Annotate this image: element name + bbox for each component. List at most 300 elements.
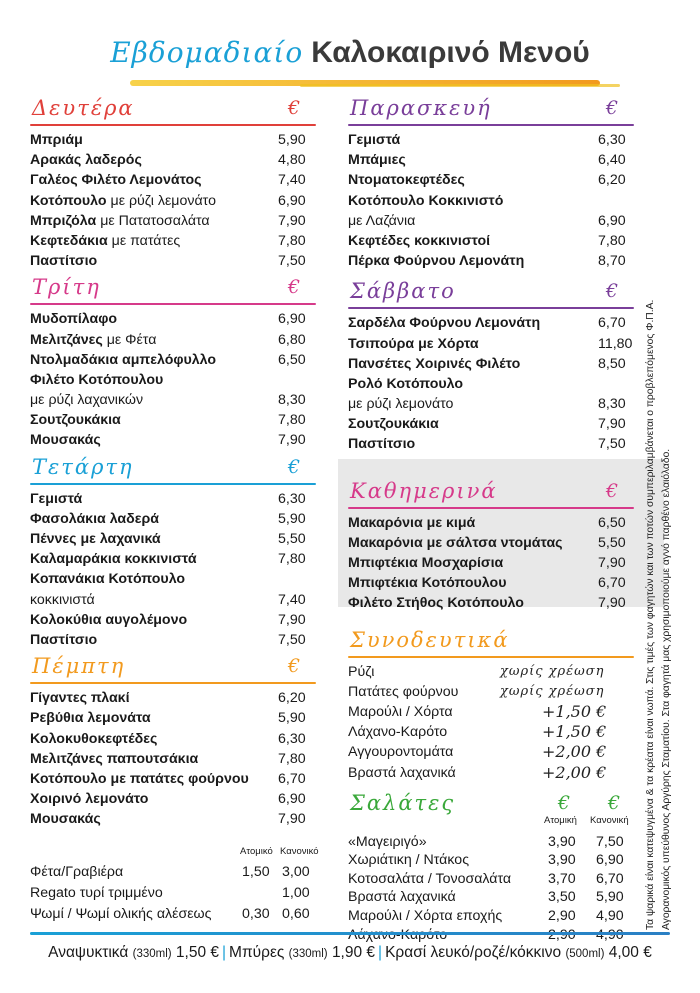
drinks-size: (330ml) — [132, 948, 172, 960]
salad-price-regular: 4,90 — [596, 908, 624, 925]
menu-item — [348, 251, 634, 271]
menu-item-name — [30, 590, 95, 610]
dish-name: Σαρδέλα Φούρνου Λεμονάτη — [348, 315, 541, 332]
menu-item — [30, 309, 316, 329]
menu-item — [348, 130, 634, 150]
dish-name: Παστίτσιο — [30, 631, 98, 648]
menu-item-price: 7,50 — [278, 253, 306, 270]
dish-name: Μπριάμ — [30, 132, 83, 148]
menu-item — [348, 394, 634, 414]
menu-item-name — [30, 330, 156, 350]
menu-item-name — [30, 769, 249, 789]
menu-item-price: 7,90 — [278, 212, 306, 229]
section-header-sides — [348, 628, 634, 656]
dish-name: Κεφτέδες κοκκινιστοί — [348, 232, 491, 249]
menu-item — [30, 130, 316, 150]
menu-item — [30, 569, 316, 589]
footer-separator: | — [222, 944, 227, 961]
page-title — [0, 36, 700, 70]
extra-price-regular: 0,60 — [282, 906, 310, 922]
menu-items-tuesday — [30, 303, 316, 450]
beer-price: 1,90 € — [331, 944, 376, 961]
dish-name: Σουτζουκάκια — [30, 412, 121, 429]
menu-item-name — [30, 630, 97, 650]
menu-item-price: 7,80 — [598, 232, 626, 249]
menu-item-price: 6,50 — [278, 351, 306, 368]
dish-detail: με πατάτες — [107, 232, 181, 249]
menu-item — [30, 708, 316, 728]
section-title-saturday: Σάββατο — [350, 279, 456, 304]
menu-item-name — [348, 191, 503, 211]
salad-item-name: Μαρούλι / Χόρτα εποχής — [348, 908, 503, 925]
menu-item-price: 7,50 — [278, 631, 306, 648]
extra-item — [30, 862, 320, 882]
menu-item-name — [348, 553, 503, 573]
menu-item-name — [30, 729, 157, 749]
menu-item — [348, 434, 634, 454]
extra-item-name: Ψωμί / Ψωμί ολικής αλέσεως — [30, 906, 212, 922]
section-salads — [348, 791, 634, 945]
extras-col-regular: Κανονικό — [280, 846, 319, 857]
section-sides — [348, 628, 634, 783]
menu-item-name — [348, 334, 479, 354]
dish-detail: με Λαζάνια — [348, 212, 416, 229]
section-thursday — [30, 654, 316, 829]
dish-name: Αρακάς λαδερός — [30, 152, 142, 169]
dish-name: Κεφτεδάκια — [30, 232, 108, 249]
dish-name: Κοτόπουλο με πατάτες φούρνου — [30, 770, 249, 787]
section-header-wednesday — [30, 455, 316, 483]
salads-col-regular: Κανονική — [590, 814, 629, 826]
section-saturday — [348, 279, 634, 454]
dish-name: Μακαρόνια με κιμά — [348, 514, 476, 531]
menu-item-name — [348, 211, 415, 231]
footer-divider — [30, 932, 670, 935]
menu-item — [30, 330, 316, 350]
side-item-price: +1,50 € — [542, 701, 607, 721]
dish-name: Κοτόπουλο — [30, 192, 107, 209]
dish-name: Πέννες με λαχανικά — [30, 531, 161, 547]
menu-item-name — [348, 573, 506, 593]
footer-drinks — [0, 944, 700, 962]
menu-item-price: 6,20 — [278, 690, 306, 707]
dish-name: Μακαρόνια με σάλτσα ντομάτας — [348, 534, 563, 551]
section-title-wednesday: Τετάρτη — [32, 454, 134, 479]
menu-item-name — [348, 354, 520, 374]
menu-item-price: 5,50 — [278, 531, 306, 547]
wine-size: (500ml) — [565, 948, 605, 960]
section-title-thursday: Πέμπτη — [32, 654, 126, 679]
dish-name: Κολοκύθια αυγολέμονο — [30, 611, 188, 628]
menu-item — [348, 533, 634, 553]
drinks-label: Αναψυκτικά — [48, 944, 129, 961]
salad-item-name: Κοτοσαλάτα / Τονοσαλάτα — [348, 870, 512, 887]
menu-item-name — [348, 170, 465, 190]
menu-item-price: 5,50 — [598, 534, 626, 551]
salad-item — [348, 870, 634, 889]
dish-name: Κοτόπουλο Κοκκινιστό — [348, 192, 504, 209]
menu-item-price: 7,90 — [278, 611, 306, 628]
menu-item-name — [30, 688, 130, 708]
menu-item-name — [348, 150, 406, 170]
menu-item-name — [348, 533, 563, 553]
salad-price-individual: 2,90 — [548, 908, 576, 925]
dish-name: Μπριζόλα — [30, 212, 97, 229]
menu-item-price: 8,70 — [598, 253, 626, 270]
menu-item-name — [30, 390, 143, 410]
side-item — [348, 682, 634, 702]
dish-name: Μπάμιες — [348, 152, 406, 169]
menu-item-price: 6,90 — [278, 311, 306, 328]
menu-item-name — [348, 394, 453, 414]
dish-name: Μουσακάς — [30, 432, 101, 449]
euro-icon: € — [606, 97, 619, 119]
menu-item-price: 7,90 — [598, 416, 626, 433]
dish-name: Τσιπούρα με Χόρτα — [348, 335, 479, 352]
side-items — [348, 656, 634, 783]
menu-item — [30, 789, 316, 809]
dish-name: Γαλέος Φιλέτο Λεμονάτος — [30, 172, 202, 189]
dish-name: Μπιφτέκια Κοτόπουλου — [348, 575, 507, 592]
extras-col-individual: Ατομικό — [240, 846, 273, 857]
menu-item-name — [30, 430, 101, 450]
menu-items-monday — [30, 124, 316, 271]
menu-item-name — [30, 489, 82, 509]
section-monday — [30, 96, 316, 271]
menu-item-price: 7,40 — [278, 172, 306, 189]
menu-item — [30, 590, 316, 610]
euro-icon: € — [288, 97, 301, 119]
menu-item — [30, 529, 316, 549]
menu-item — [30, 610, 316, 630]
menu-item-price: 6,90 — [598, 212, 626, 229]
side-item-name: Ρύζι — [348, 663, 375, 680]
menu-item — [30, 390, 316, 410]
title-bold: Καλοκαιρινό Μενού — [311, 36, 590, 69]
side-item-name: Πατάτες φούρνου — [348, 683, 459, 700]
salad-price-regular: 6,70 — [596, 870, 624, 887]
menu-item-name — [30, 370, 163, 390]
menu-item — [30, 688, 316, 708]
section-header-monday — [30, 96, 316, 124]
menu-item-price: 7,90 — [278, 432, 306, 449]
menu-item — [348, 374, 634, 394]
extra-item — [30, 904, 320, 924]
left-column — [30, 96, 316, 833]
side-item-name: Λάχανο-Καρότο — [348, 724, 448, 741]
extras-block — [30, 846, 320, 926]
menu-item-price: 11,80 — [598, 335, 633, 352]
dish-name: Ντοματοκεφτέδες — [348, 172, 465, 189]
side-item-price: χωρίς χρέωση — [500, 663, 605, 679]
dish-name: Παστίτσιο — [30, 253, 98, 270]
dish-name: Μελιτζάνες — [30, 331, 103, 348]
dish-name: Ρολό Κοτόπουλο — [348, 375, 464, 392]
menu-item — [348, 313, 634, 333]
section-header-daily — [348, 479, 634, 507]
menu-item-name — [348, 513, 475, 533]
menu-item-name — [348, 313, 540, 333]
menu-item-price: 6,20 — [598, 172, 626, 189]
menu-item-price: 4,80 — [278, 152, 306, 169]
menu-item-name — [30, 211, 210, 231]
menu-item-name — [30, 610, 187, 630]
extra-item-name: Φέτα/Γραβιέρα — [30, 864, 124, 880]
salad-item-name: «Μαγειριγό» — [348, 833, 427, 850]
section-tuesday — [30, 275, 316, 450]
menu-item — [30, 430, 316, 450]
menu-item-price: 7,50 — [598, 436, 626, 453]
menu-item — [30, 170, 316, 190]
menu-item — [348, 231, 634, 251]
side-item-name: Μαρούλι / Χόρτα — [348, 703, 453, 720]
menu-item-price: 7,80 — [278, 412, 306, 429]
menu-item — [348, 553, 634, 573]
menu-item — [30, 231, 316, 251]
menu-item-name — [30, 150, 142, 170]
menu-item-price: 6,90 — [278, 791, 306, 808]
salad-price-regular: 6,90 — [596, 852, 624, 869]
extra-price-individual: 1,50 — [242, 864, 270, 880]
menu-item — [30, 769, 316, 789]
side-item-price: +1,50 € — [542, 722, 607, 742]
extra-price-individual: 0,30 — [242, 906, 270, 922]
dish-name: Ντολμαδάκια αμπελόφυλλο — [30, 351, 217, 368]
menu-item-name — [30, 309, 117, 329]
dish-name: Πανσέτες Χοιρινές Φιλέτο — [348, 355, 521, 372]
dish-name: Καλαμαράκια κοκκινιστά — [30, 551, 197, 568]
section-header-thursday — [30, 654, 316, 682]
dish-detail: κοκκινιστά — [30, 591, 95, 608]
menu-item-price: 6,30 — [598, 132, 626, 148]
extra-item — [30, 883, 320, 903]
menu-item — [30, 370, 316, 390]
dish-name: Κολοκυθοκεφτέδες — [30, 730, 158, 747]
section-title-daily: Καθημερινά — [350, 478, 498, 503]
menu-item-price: 6,70 — [278, 770, 306, 787]
menu-item-name — [30, 130, 83, 150]
menu-item — [348, 334, 634, 354]
right-column — [348, 96, 634, 948]
menu-item-name — [30, 170, 202, 190]
section-daily — [348, 479, 634, 614]
extra-price-regular: 3,00 — [282, 864, 310, 880]
section-title-friday: Παρασκευή — [350, 96, 492, 120]
dish-name: Γεμιστά — [30, 490, 83, 507]
menu-item — [348, 573, 634, 593]
menu-item-name — [30, 251, 97, 271]
side-item — [348, 742, 634, 762]
side-item — [348, 722, 634, 742]
menu-item-price: 5,90 — [278, 132, 306, 148]
beer-label: Μπύρες — [229, 944, 285, 961]
menu-item-price: 6,80 — [278, 331, 306, 348]
dish-detail: με Πατατοσαλάτα — [96, 212, 210, 229]
dish-detail: με ρύζι λαχανικών — [30, 392, 144, 409]
wine-price: 4,00 € — [608, 944, 652, 961]
menu-item-price: 8,30 — [598, 396, 626, 413]
menu-item — [348, 191, 634, 211]
menu-item-name — [348, 251, 524, 271]
menu-item — [30, 509, 316, 529]
menu-item-name — [30, 809, 101, 829]
dish-name: Φασολάκια λαδερά — [30, 510, 159, 527]
side-note-line-1: Τα ψαρικά είναι κατεψυγμένα & τα κρέατα είναι νωπά. Στις τιμές των φαγητών και των ποτών συμπεριλαμβάνεται ο προβλεπόμενος Φ.Π.Α. — [645, 299, 656, 930]
menu-items-daily — [348, 507, 634, 614]
menu-item-name — [348, 374, 463, 394]
menu-item-price: 7,90 — [598, 555, 626, 571]
menu-item — [30, 211, 316, 231]
dish-name: Μουσακάς — [30, 811, 101, 828]
dish-name: Φιλέτο Στήθος Κοτόπουλο — [348, 595, 524, 612]
menu-item-price: 7,40 — [278, 591, 306, 608]
dish-detail: με Φέτα — [102, 331, 157, 348]
menu-item-price: 6,30 — [278, 730, 306, 747]
extra-price-regular: 1,00 — [282, 885, 310, 901]
menu-item-name — [30, 410, 121, 430]
side-item-price: χωρίς χρέωση — [500, 683, 605, 699]
euro-icon: € — [606, 479, 619, 502]
drinks-price: 1,50 € — [175, 944, 220, 961]
salad-item — [348, 833, 634, 852]
salads-col-individual: Ατομική — [544, 814, 577, 826]
wine-label: Κρασί λευκό/ροζέ/κόκκινο — [385, 944, 562, 961]
menu-items-saturday — [348, 307, 634, 454]
menu-item-name — [348, 231, 490, 251]
menu-item — [30, 251, 316, 271]
menu-item-price: 5,90 — [278, 510, 306, 527]
menu-item-name — [30, 529, 161, 549]
euro-icon: € — [558, 791, 571, 814]
section-header-friday — [348, 96, 634, 124]
menu-item — [30, 489, 316, 509]
menu-item — [348, 593, 634, 613]
beer-size: (330ml) — [288, 948, 328, 960]
euro-icon: € — [288, 276, 301, 299]
salad-item — [348, 851, 634, 870]
dish-name: Μελιτζάνες παπουτσάκια — [30, 750, 199, 767]
side-item-price: +2,00 € — [542, 762, 607, 782]
menu-item-name — [348, 414, 439, 434]
menu-item-price: 6,50 — [598, 514, 626, 531]
menu-items-wednesday — [30, 483, 316, 651]
menu-item-price: 6,40 — [598, 152, 626, 169]
menu-item — [30, 729, 316, 749]
salad-item — [348, 888, 634, 907]
menu-item-price: 7,80 — [278, 551, 306, 568]
menu-item — [30, 410, 316, 430]
dish-name: Φιλέτο Κοτόπουλου — [30, 371, 164, 388]
menu-item-name — [348, 593, 524, 613]
menu-items-friday — [348, 124, 634, 271]
section-header-salads — [348, 790, 634, 826]
salad-item — [348, 907, 634, 926]
extra-item-name: Regato τυρί τριμμένο — [30, 885, 163, 901]
menu-item-price: 6,90 — [278, 192, 306, 209]
menu-item-name — [30, 191, 216, 211]
salad-items — [348, 819, 634, 945]
menu-item — [348, 513, 634, 533]
menu-item-price: 7,80 — [278, 232, 306, 249]
side-item — [348, 662, 634, 682]
salad-item-name: Βραστά λαχανικά — [348, 889, 456, 906]
dish-name: Ρεβύθια λεμονάτα — [30, 710, 151, 727]
menu-item-price: 7,90 — [278, 811, 306, 828]
salad-price-individual: 3,70 — [548, 870, 576, 887]
menu-item-name — [348, 130, 400, 150]
section-friday — [348, 96, 634, 271]
section-title-salads: Σαλάτες — [350, 790, 456, 815]
dish-name: Γεμιστά — [348, 132, 401, 148]
salad-price-regular: 7,50 — [596, 833, 624, 850]
dish-name: Μυδοπίλαφο — [30, 311, 118, 328]
menu-item-name — [30, 569, 185, 589]
euro-icon: € — [606, 280, 619, 303]
menu-item-price: 7,80 — [278, 750, 306, 767]
dish-name: Μπιφτέκια Μοσχαρίσια — [348, 555, 504, 571]
menu-item-price: 6,70 — [598, 315, 626, 332]
menu-item-name — [30, 509, 159, 529]
section-header-saturday — [348, 279, 634, 307]
dish-name: Χοιρινό λεμονάτο — [30, 791, 149, 808]
side-note-line-2: Αγορανομικός υπεύθυνος Αργύρης Σταματίου. Στα φαγητά μας χρησιμοποιούμε αγνό παρθένο ελαιόλαδο. — [661, 448, 672, 930]
salad-item-name: Χωριάτικη / Ντάκος — [348, 852, 470, 869]
dish-name: Πέρκα Φούρνου Λεμονάτη — [348, 253, 525, 270]
menu-item — [348, 150, 634, 170]
menu-item-name — [30, 231, 180, 251]
euro-icon: € — [288, 655, 301, 678]
salad-price-individual: 3,50 — [548, 889, 576, 906]
menu-item — [348, 414, 634, 434]
dish-detail: με ρύζι λεμονάτο — [348, 396, 454, 413]
section-title-monday: Δευτέρα — [32, 96, 135, 120]
menu-item-price: 6,30 — [278, 490, 306, 507]
menu-item — [348, 211, 634, 231]
euro-icon: € — [608, 791, 621, 814]
dish-detail: με ρύζι λεμονάτο — [106, 192, 216, 209]
menu-item — [30, 150, 316, 170]
footer-separator: | — [378, 944, 383, 961]
dish-name: Γίγαντες πλακί — [30, 690, 130, 707]
menu-item-name — [348, 434, 415, 454]
menu-item — [30, 350, 316, 370]
menu-item — [30, 809, 316, 829]
side-item-name: Αγγουροντομάτα — [348, 744, 454, 761]
salad-price-regular: 5,90 — [596, 889, 624, 906]
menu-item-price: 8,50 — [598, 355, 626, 372]
title-brush-stroke-2 — [300, 84, 620, 87]
menu-item-name — [30, 350, 216, 370]
salad-price-individual: 3,90 — [548, 833, 576, 850]
menu-item — [30, 549, 316, 569]
menu-item-name — [30, 749, 198, 769]
menu-item-price: 5,90 — [278, 710, 306, 727]
menu-item-price: 6,70 — [598, 575, 626, 592]
menu-item — [30, 191, 316, 211]
menu-item-price: 7,90 — [598, 595, 626, 612]
menu-item — [348, 170, 634, 190]
side-item-price: +2,00 € — [542, 742, 607, 762]
menu-item-name — [30, 549, 197, 569]
side-item — [348, 763, 634, 783]
section-header-tuesday — [30, 275, 316, 303]
dish-name: Παστίτσιο — [348, 436, 416, 453]
salad-price-individual: 3,90 — [548, 852, 576, 869]
menu-item-price: 8,30 — [278, 392, 306, 409]
section-title-tuesday: Τρίτη — [32, 275, 101, 300]
side-item-name: Βραστά λαχανικά — [348, 764, 456, 781]
menu-items-thursday — [30, 682, 316, 829]
